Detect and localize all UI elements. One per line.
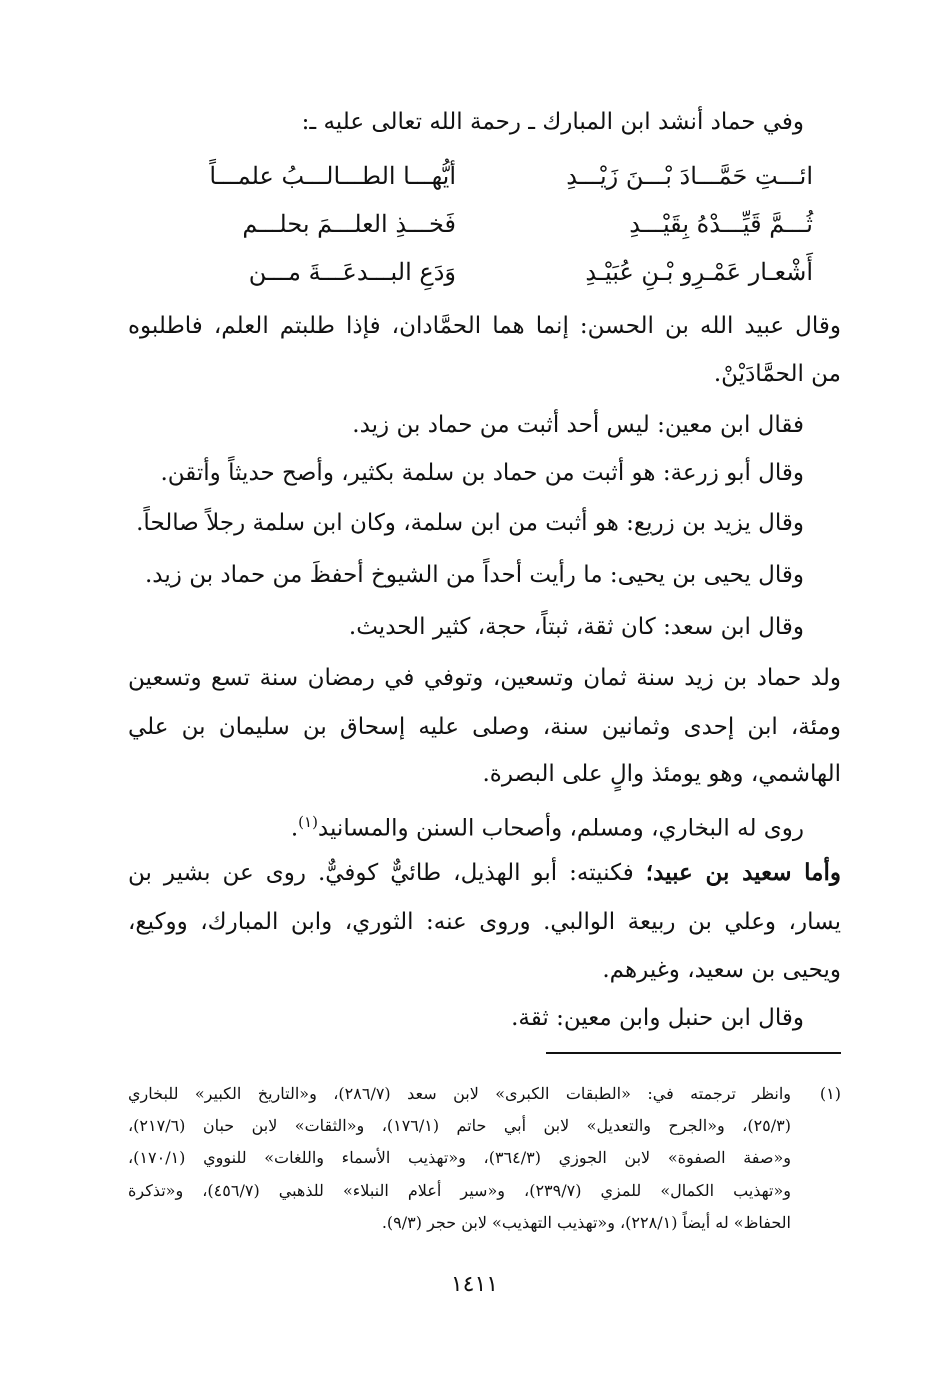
saeed-text: فكنيته: أبو الهذيل، طائيٌّ كوفيٌّ. روى عن بشير بن bbox=[128, 860, 634, 886]
born-line-3: الهاشمي، وهو يومئذ والٍ على البصرة. bbox=[482, 761, 841, 787]
verse-1-first-hemistich: أيُّهـــا الطـــالـــبُ علمـــاً bbox=[209, 162, 456, 190]
yazid-line: وقال يزيد بن زريع: هو أثبت من ابن سلمة، وكان ابن سلمة رجلاً صالحاً. bbox=[136, 510, 804, 536]
saeed-heading: وأما سعيد بن عبيد؛ bbox=[645, 859, 841, 886]
verse-2-second-hemistich: ثُـــمَّ قَيِّـــدْهُ بِقَيْـــدِ bbox=[629, 210, 813, 238]
footnote-line-1: وانظر ترجمته في: «الطبقات الكبرى» لابن سعد (٢٨٦/٧)، و«التاريخ الكبير» للبخاري bbox=[128, 1084, 792, 1103]
ibn-hanbal-line: وقال ابن حنبل وابن معين: ثقة. bbox=[511, 1005, 804, 1031]
rawa-end: . bbox=[290, 815, 299, 842]
footnote-reference: (١) bbox=[298, 813, 318, 831]
yahya-line: وقال يحيى بن يحيى: ما رأيت أحداً من الشيوخ أحفظَ من حماد بن زيد. bbox=[144, 562, 804, 588]
ubaidullah-line-2: من الحمَّادَيْنْ. bbox=[713, 361, 841, 387]
rawa-line bbox=[291, 802, 804, 849]
saeed-line-3: ويحيى بن سعيد، وغيرهم. bbox=[602, 957, 841, 983]
intro-line: وفي حماد أنشد ابن المبارك ـ رحمة الله تعالى عليه ـ: bbox=[301, 109, 804, 135]
saeed-line-1 bbox=[128, 853, 841, 893]
born-line-2: ومئة، ابن إحدى وثمانين سنة، وصلى عليه إسحاق بن سليمان بن علي bbox=[128, 714, 841, 740]
verse-3-second-hemistich: أَشْعـار عَمْـرِو بْـنِ عُبَيْـدِ bbox=[585, 258, 813, 286]
verse-3-first-hemistich: وَدَعِ البـــدعَـــةَ مـــن bbox=[248, 258, 456, 286]
verse-1-second-hemistich: ائـــتِ حَمَّـــادَ بْـــنَ زَيْـــدِ bbox=[566, 162, 813, 190]
footnote-number: (١) bbox=[819, 1084, 841, 1103]
rawa-text: روى له البخاري، ومسلم، وأصحاب السنن والمسانيد bbox=[317, 815, 804, 842]
saeed-line-2: يسار، وعلي بن ربيعة الوالبي. وروى عنه: الثوري، وابن المبارك، ووكيع، bbox=[128, 909, 841, 935]
footnote-line-4: و«تهذيب الكمال» للمزي (٢٣٩/٧)، و«سير أعلام النبلاء» للذهبي (٤٥٦/٧)، و«تذكرة bbox=[128, 1181, 792, 1200]
footnote-line-3: و«صفة الصفوة» لابن الجوزي (٣٦٤/٣)، و«تهذيب الأسماء واللغات» للنووي (١٧٠/١)، bbox=[128, 1148, 791, 1167]
born-line-1: ولد حماد بن زيد سنة ثمان وتسعين، وتوفي في رمضان سنة تسع وتسعين bbox=[128, 665, 841, 691]
page-number: ١٤١١ bbox=[450, 1272, 499, 1297]
footnote-line-2: (٢٥/٣)، و«الجرح والتعديل» لابن أبي حاتم (١٧٦/١)، و«الثقات» لابن حبان (٢١٧/٦)، bbox=[128, 1116, 791, 1135]
abu-zurah-line: وقال أبو زرعة: هو أثبت من حماد بن سلمة بكثير، وأصح حديثاً وأتقن. bbox=[160, 460, 804, 486]
footnote-line-5: الحفاظ» له أيضاً (٢٢٨/١)، و«تهذيب التهذيب» لابن حجر (٩/٣). bbox=[381, 1213, 791, 1232]
verse-2-first-hemistich: فَخـــذِ العلـــمَ بحلـــم bbox=[242, 210, 456, 238]
ibn-maeen-line: فقال ابن معين: ليس أحد أثبت من حماد بن زيد. bbox=[352, 412, 804, 438]
ibn-saad-line: وقال ابن سعد: كان ثقة، ثبتاً، حجة، كثير الحديث. bbox=[348, 614, 804, 640]
footnote-separator bbox=[546, 1052, 841, 1054]
ubaidullah-line-1: وقال عبيد الله بن الحسن: إنما هما الحمَّادان، فإذا طلبتم العلم، فاطلبوه bbox=[128, 313, 841, 339]
